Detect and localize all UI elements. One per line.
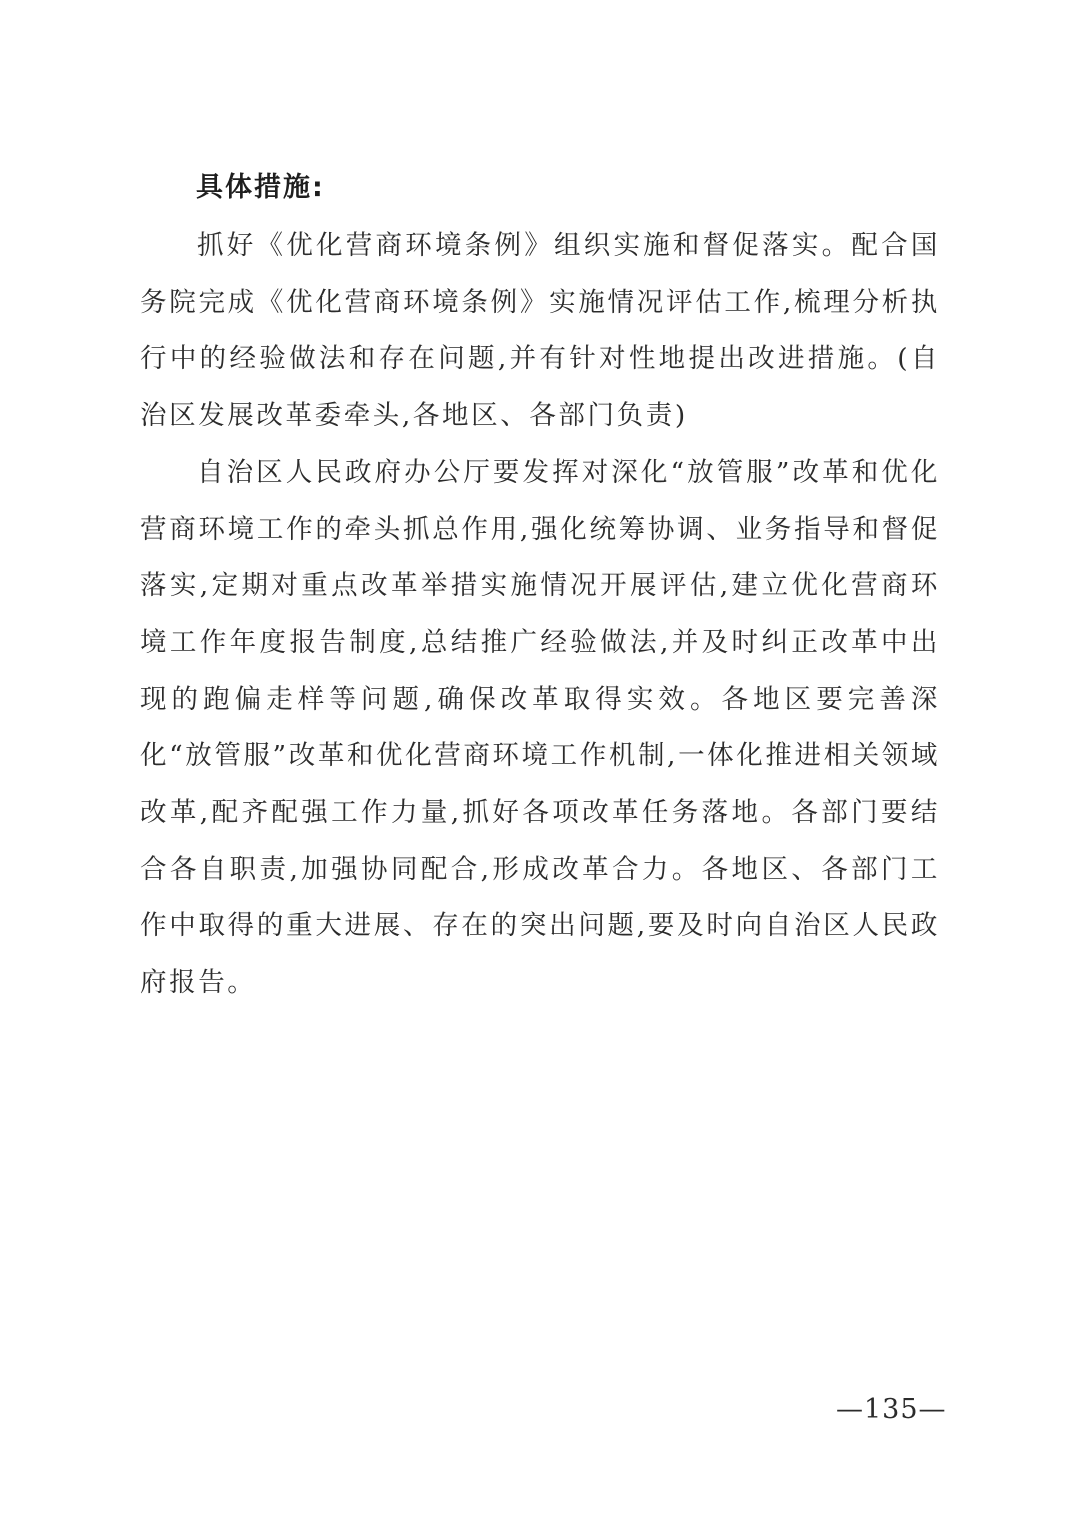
paragraph-responsibilities: 自治区人民政府办公厅要发挥对深化“放管服”改革和优化营商环境工作的牵头抓总作用,强化统筹协调、业务指导和督促落实,定期对重点改革举措实施情况开展评估,建立优化营商环境工作年度报告制度,总结推广经验做法,并及时纠正改革中出现的跑偏走样等问题,确保改革取得实效。各地区要完善深化“放管服”改革和优化营商环境工作机制,一体化推进相关领域改革,配齐配强工作力量,抓好各项改革任务落地。各部门要结合各自职责,加强协同配合,形成改革合力。各地区、各部门工作中取得的重大进展、存在的突出问题,要及时向自治区人民政府报告。 — [140, 456, 940, 999]
page-number: —135— — [836, 1394, 947, 1425]
paragraph-measures: 抓好《优化营商环境条例》组织实施和督促落实。配合国务院完成《优化营商环境条例》实施情况评估工作,梳理分析执行中的经验做法和存在问题,并有针对性地提出改进措施。(自治区发展改革委牵头,各地区、各部门负责) — [140, 230, 940, 432]
section-heading: 具体措施: — [196, 172, 325, 203]
body-text — [140, 218, 940, 1012]
